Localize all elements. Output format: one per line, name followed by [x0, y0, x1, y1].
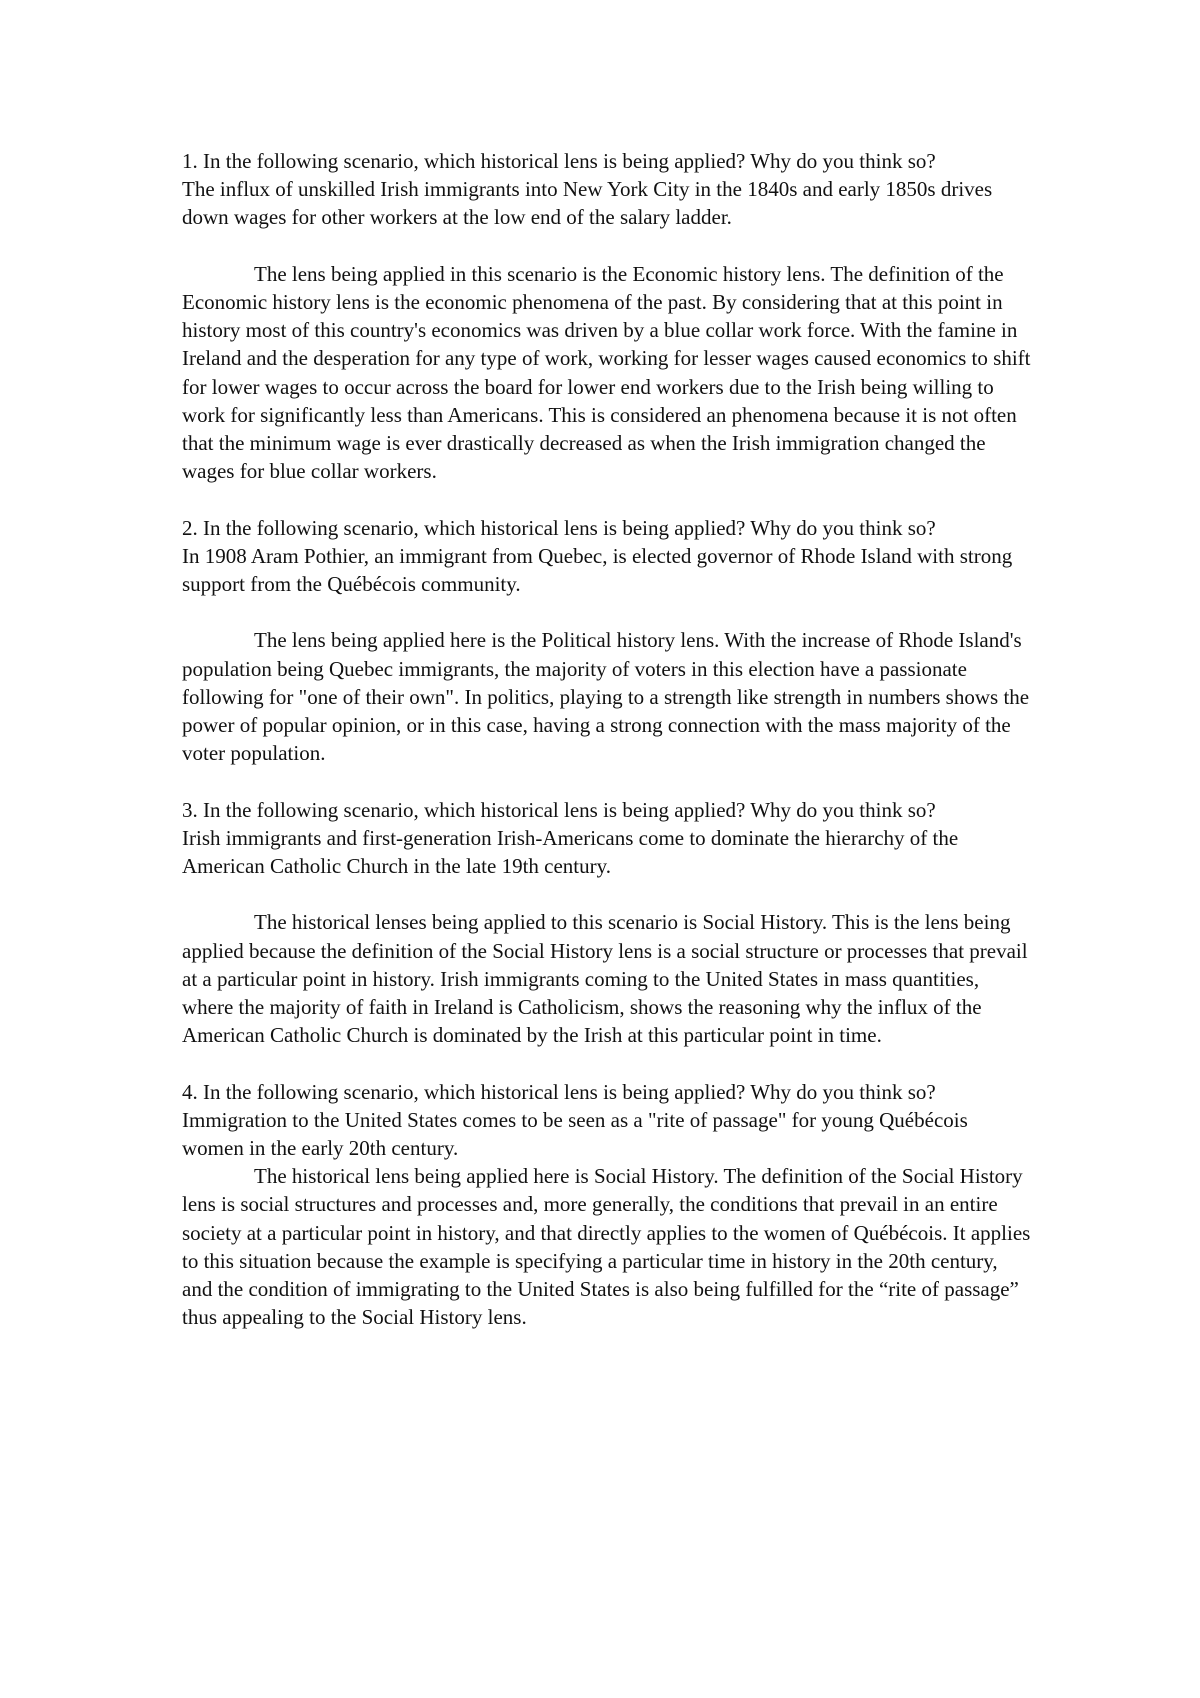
- answer-3: The historical lenses being applied to this scenario is Social History. This is the lens being applied because the definition of the Social History lens is a social structure or processes that prevail at a particular point in history. Irish immigrants coming to the United States in mass quantities, where the majority of faith in Ireland is Catholicism, shows the reasoning why the influx of the American Catholic Church is dominated by the Irish at this particular point in time.: [182, 910, 1028, 1048]
- answer-1: The lens being applied in this scenario is the Economic history lens. The definition of the Economic history lens is the economic phenomena of the past. By considering that at this point in history most of this country's economics was driven by a blue collar work force. With the famine in Ireland and the desperation for any type of work, working for lesser wages caused economics to shift for lower wages to occur across the board for lower end workers due to the Irish being willing to work for significantly less than Americans. This is considered an phenomena because it is not often that the minimum wage is ever drastically decreased as when the Irish immigration changed the wages for blue collar workers.: [182, 261, 1031, 484]
- paragraph-gap: [182, 767, 1032, 795]
- answer-2: The lens being applied here is the Political history lens. With the increase of Rhode Island's population being Quebec immigrants, the majority of voters in this election have a passionate following for "one of their own". In politics, playing to a strength like strength in numbers shows the power of popular opinion, or in this case, having a strong connection with the mass majority of the voter population.: [182, 628, 1030, 766]
- paragraph-gap: [182, 880, 1032, 908]
- question-1: 1. In the following scenario, which historical lens is being applied? Why do you think so?: [182, 149, 936, 173]
- section-3: [182, 796, 1032, 1078]
- document-body: [182, 147, 1032, 1331]
- paragraph-gap: [182, 232, 1032, 260]
- scenario-3: Irish immigrants and first-generation Irish-Americans come to dominate the hierarchy of the American Catholic Church in the late 19th century.: [182, 825, 959, 879]
- section-4: [182, 1078, 1032, 1332]
- paragraph-gap: [182, 598, 1032, 626]
- section-1: [182, 147, 1032, 514]
- question-2: 2. In the following scenario, which historical lens is being applied? Why do you think so?: [182, 515, 936, 540]
- scenario-4: Immigration to the United States comes to be seen as a "rite of passage" for young Québécois women in the early 20th century.: [182, 1107, 968, 1161]
- question-3: 3. In the following scenario, which historical lens is being applied? Why do you think so?: [182, 797, 936, 822]
- scenario-2: In 1908 Aram Pothier, an immigrant from Quebec, is elected governor of Rhode Island with strong support from the Québécois community.: [182, 543, 1013, 597]
- section-2: [182, 514, 1032, 796]
- paragraph-gap: [182, 485, 1032, 513]
- question-4: 4. In the following scenario, which historical lens is being applied? Why do you think so?: [182, 1079, 936, 1104]
- paragraph-gap: [182, 1049, 1032, 1077]
- answer-4: The historical lens being applied here is Social History. The definition of the Social History lens is social structures and processes and, more generally, the conditions that prevail in an entire society at a particular point in history, and that directly applies to the women of Québécois. It applies to this situation because the example is specifying a particular time in history in the 20th century, and the condition of immigrating to the United States is also being fulfilled for the “rite of passage” thus appealing to the Social History lens.: [182, 1164, 1031, 1330]
- scenario-1: The influx of unskilled Irish immigrants into New York City in the 1840s and early 1850s drives down wages for other workers at the low end of the salary ladder.: [182, 177, 993, 230]
